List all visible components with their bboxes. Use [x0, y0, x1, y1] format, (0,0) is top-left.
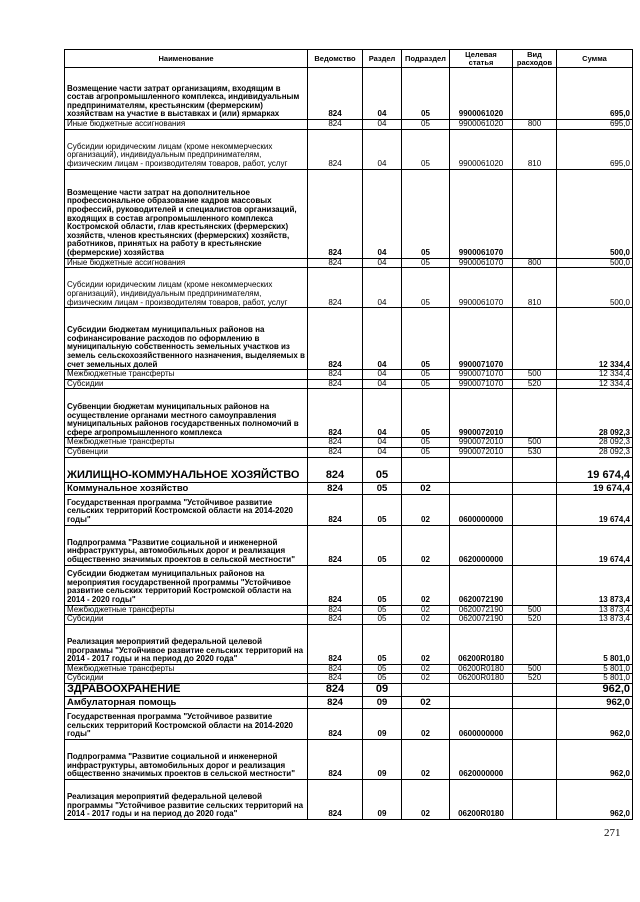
row-vedomstvo: 824: [308, 308, 363, 370]
row-vid-raskhodov: [513, 482, 557, 494]
row-name: Государственная программа "Устойчивое развитие сельских территорий Костромской области на 2014-2020 годы": [65, 708, 308, 739]
table-row: [65, 708, 633, 739]
row-razdel: 05: [363, 565, 402, 605]
row-razdel: 05: [363, 664, 402, 674]
row-vid-raskhodov: [513, 779, 557, 819]
row-vid-raskhodov: [513, 739, 557, 779]
row-razdel: 04: [363, 258, 402, 268]
row-name: Коммунальное хозяйство: [65, 482, 308, 494]
row-vedomstvo: 824: [308, 258, 363, 268]
row-podrazdel: 05: [402, 308, 450, 370]
table-row: [65, 565, 633, 605]
header-name: Наименование: [65, 50, 308, 68]
row-name: Межбюджетные трансферты: [65, 438, 308, 448]
row-name: Субсидии юридическим лицам (кроме некоммерческих организаций), индивидуальным предпринимателям, физическим лицам - производителям товаров, работ, услуг: [65, 268, 308, 308]
row-vid-raskhodov: 530: [513, 447, 557, 457]
table-row: [65, 258, 633, 268]
row-celevaya-statya: 06200R0180: [450, 624, 513, 664]
row-razdel: 05: [363, 615, 402, 625]
row-vid-raskhodov: [513, 525, 557, 565]
row-vid-raskhodov: [513, 494, 557, 525]
row-podrazdel: 05: [402, 268, 450, 308]
row-name: Субсидии: [65, 615, 308, 625]
row-vedomstvo: 824: [308, 708, 363, 739]
row-razdel: 04: [363, 389, 402, 438]
row-celevaya-statya: 06200R0180: [450, 664, 513, 674]
row-podrazdel: 05: [402, 447, 450, 457]
row-razdel: 04: [363, 120, 402, 130]
row-summa: 962,0: [557, 683, 633, 696]
row-vedomstvo: 824: [308, 605, 363, 615]
row-razdel: 04: [363, 268, 402, 308]
row-razdel: 05: [363, 624, 402, 664]
row-celevaya-statya: 9900071070: [450, 308, 513, 370]
row-podrazdel: 02: [402, 779, 450, 819]
table-row: [65, 615, 633, 625]
row-name: Субвенции: [65, 447, 308, 457]
row-razdel: 05: [363, 525, 402, 565]
table-row: [65, 68, 633, 120]
row-vid-raskhodov: 500: [513, 605, 557, 615]
row-vedomstvo: 824: [308, 494, 363, 525]
row-celevaya-statya: [450, 457, 513, 482]
row-razdel: 05: [363, 674, 402, 684]
table-row: [65, 674, 633, 684]
row-vedomstvo: 824: [308, 696, 363, 708]
row-podrazdel: 02: [402, 565, 450, 605]
row-vedomstvo: 824: [308, 68, 363, 120]
table-row: [65, 624, 633, 664]
row-name: Субсидии бюджетам муниципальных районов на мероприятия государственной программы "Устойчивое развитие сельских территорий Костромской области на 2014 - 2020 годы": [65, 565, 308, 605]
row-vedomstvo: 824: [308, 482, 363, 494]
row-celevaya-statya: 9900071070: [450, 379, 513, 389]
row-razdel: 09: [363, 708, 402, 739]
row-summa: 19 674,4: [557, 457, 633, 482]
row-name: Межбюджетные трансферты: [65, 370, 308, 380]
row-podrazdel: 02: [402, 494, 450, 525]
row-celevaya-statya: [450, 696, 513, 708]
row-razdel: 04: [363, 308, 402, 370]
table-row: [65, 779, 633, 819]
row-podrazdel: 05: [402, 438, 450, 448]
row-celevaya-statya: 9900061070: [450, 258, 513, 268]
table-row: [65, 683, 633, 696]
header-celevaya-statya: Целевая статья: [450, 50, 513, 68]
row-summa: 19 674,4: [557, 494, 633, 525]
row-razdel: 05: [363, 482, 402, 494]
header-razdel: Раздел: [363, 50, 402, 68]
row-summa: 28 092,3: [557, 438, 633, 448]
row-celevaya-statya: 0620072190: [450, 565, 513, 605]
table-row: [65, 457, 633, 482]
row-podrazdel: 02: [402, 674, 450, 684]
row-name: Иные бюджетные ассигнования: [65, 120, 308, 130]
table-row: [65, 664, 633, 674]
row-vedomstvo: 824: [308, 389, 363, 438]
table-header-row: [65, 50, 633, 68]
budget-table: [64, 49, 633, 820]
table-row: [65, 696, 633, 708]
table-row: [65, 308, 633, 370]
table-body: [65, 68, 633, 820]
row-vid-raskhodov: [513, 683, 557, 696]
row-celevaya-statya: 0620072190: [450, 605, 513, 615]
row-celevaya-statya: 0620072190: [450, 615, 513, 625]
row-celevaya-statya: [450, 683, 513, 696]
row-razdel: 09: [363, 683, 402, 696]
row-vid-raskhodov: [513, 696, 557, 708]
row-razdel: 04: [363, 68, 402, 120]
row-summa: 5 801,0: [557, 664, 633, 674]
row-celevaya-statya: 9900061070: [450, 169, 513, 258]
table-row: [65, 389, 633, 438]
row-summa: 28 092,3: [557, 447, 633, 457]
table-row: [65, 120, 633, 130]
row-vedomstvo: 824: [308, 447, 363, 457]
table-row: [65, 169, 633, 258]
row-celevaya-statya: 06200R0180: [450, 779, 513, 819]
row-podrazdel: 05: [402, 129, 450, 169]
row-summa: 19 674,4: [557, 482, 633, 494]
row-name: ЖИЛИЩНО-КОММУНАЛЬНОЕ ХОЗЯЙСТВО: [65, 457, 308, 482]
row-summa: 962,0: [557, 739, 633, 779]
row-name: Возмещение части затрат организациям, входящим в состав агропромышленного комплекса, индивидуальным предпринимателям, крестьянским (фермерским) хозяйствам на участие в выставках и (или) ярмарках: [65, 68, 308, 120]
row-vid-raskhodov: [513, 68, 557, 120]
budget-table-container: [64, 49, 632, 820]
row-vid-raskhodov: 520: [513, 615, 557, 625]
row-vid-raskhodov: 800: [513, 120, 557, 130]
row-summa: 962,0: [557, 696, 633, 708]
row-vedomstvo: 824: [308, 268, 363, 308]
row-vedomstvo: 824: [308, 779, 363, 819]
row-razdel: 09: [363, 739, 402, 779]
table-row: [65, 525, 633, 565]
row-podrazdel: 05: [402, 379, 450, 389]
row-name: Субвенции бюджетам муниципальных районов на осуществление органами местного самоуправления муниципальных районов государственных полномочий в сфере агропромышленного комплекса: [65, 389, 308, 438]
row-celevaya-statya: 0600000000: [450, 708, 513, 739]
row-summa: 13 873,4: [557, 615, 633, 625]
row-name: Государственная программа "Устойчивое развитие сельских территорий Костромской области на 2014-2020 годы": [65, 494, 308, 525]
row-celevaya-statya: 9900071070: [450, 370, 513, 380]
table-row: [65, 268, 633, 308]
row-name: Подпрограмма "Развитие социальной и инженерной инфраструктуры, автомобильных дорог и реализация общественно значимых проектов в сельской местности": [65, 739, 308, 779]
row-name: Субсидии: [65, 674, 308, 684]
row-podrazdel: 05: [402, 258, 450, 268]
row-celevaya-statya: 0620000000: [450, 525, 513, 565]
row-vedomstvo: 824: [308, 438, 363, 448]
row-vid-raskhodov: [513, 624, 557, 664]
row-name: Амбулаторная помощь: [65, 696, 308, 708]
row-summa: 500,0: [557, 258, 633, 268]
row-vid-raskhodov: 500: [513, 438, 557, 448]
row-summa: 695,0: [557, 68, 633, 120]
row-summa: 13 873,4: [557, 565, 633, 605]
header-podrazdel: Подраздел: [402, 50, 450, 68]
row-podrazdel: 02: [402, 605, 450, 615]
row-celevaya-statya: 9900061020: [450, 120, 513, 130]
row-vedomstvo: 824: [308, 129, 363, 169]
table-row: [65, 447, 633, 457]
row-name: Субсидии бюджетам муниципальных районов на софинансирование расходов по оформлению в муниципальную собственность земельных участков из земель сельскохозяйственного назначения, выделяемых в счет земельных долей: [65, 308, 308, 370]
page-number: 271: [604, 827, 621, 839]
row-summa: 5 801,0: [557, 674, 633, 684]
row-vedomstvo: 824: [308, 120, 363, 130]
row-vid-raskhodov: [513, 389, 557, 438]
row-name: Межбюджетные трансферты: [65, 664, 308, 674]
row-vedomstvo: 824: [308, 664, 363, 674]
row-vedomstvo: 824: [308, 565, 363, 605]
row-podrazdel: 02: [402, 708, 450, 739]
row-summa: 13 873,4: [557, 605, 633, 615]
row-vedomstvo: 824: [308, 379, 363, 389]
row-vedomstvo: 824: [308, 370, 363, 380]
row-vedomstvo: 824: [308, 674, 363, 684]
row-podrazdel: 02: [402, 615, 450, 625]
row-razdel: 04: [363, 129, 402, 169]
row-summa: 12 334,4: [557, 308, 633, 370]
row-celevaya-statya: 9900072010: [450, 447, 513, 457]
row-celevaya-statya: 06200R0180: [450, 674, 513, 684]
row-summa: 12 334,4: [557, 370, 633, 380]
table-row: [65, 739, 633, 779]
row-podrazdel: 02: [402, 624, 450, 664]
row-celevaya-statya: 0620000000: [450, 739, 513, 779]
row-summa: 695,0: [557, 129, 633, 169]
row-vedomstvo: 824: [308, 457, 363, 482]
row-name: Возмещение части затрат на дополнительное профессиональное образование кадров массовых профессий, руководителей и специалистов организаций, входящих в состав агропромышленного комплекса Костромской области, глав крестьянских (фермерских) хозяйств, членов крестьянских (фермерских) хозяйств, работников, принятых на работу в крестьянские (фермерские) хозяйства: [65, 169, 308, 258]
row-vedomstvo: 824: [308, 525, 363, 565]
table-row: [65, 379, 633, 389]
row-summa: 5 801,0: [557, 624, 633, 664]
row-celevaya-statya: 9900061020: [450, 68, 513, 120]
row-podrazdel: 05: [402, 169, 450, 258]
row-podrazdel: 02: [402, 482, 450, 494]
table-row: [65, 438, 633, 448]
row-razdel: 05: [363, 605, 402, 615]
row-podrazdel: 02: [402, 525, 450, 565]
row-vid-raskhodov: [513, 708, 557, 739]
row-name: Иные бюджетные ассигнования: [65, 258, 308, 268]
row-vedomstvo: 824: [308, 739, 363, 779]
row-razdel: 09: [363, 779, 402, 819]
row-razdel: 04: [363, 379, 402, 389]
row-summa: 500,0: [557, 169, 633, 258]
row-podrazdel: 05: [402, 120, 450, 130]
row-razdel: 04: [363, 438, 402, 448]
row-podrazdel: [402, 683, 450, 696]
row-celevaya-statya: 0600000000: [450, 494, 513, 525]
row-razdel: 05: [363, 494, 402, 525]
header-vid-raskhodov: Вид расходов: [513, 50, 557, 68]
row-name: Реализация мероприятий федеральной целевой программы "Устойчивое развитие сельских территорий на 2014 - 2017 годы и на период до 2020 года": [65, 779, 308, 819]
row-celevaya-statya: [450, 482, 513, 494]
row-summa: 12 334,4: [557, 379, 633, 389]
row-podrazdel: [402, 457, 450, 482]
table-row: [65, 494, 633, 525]
row-podrazdel: 05: [402, 68, 450, 120]
table-row: [65, 482, 633, 494]
table-row: [65, 370, 633, 380]
row-vedomstvo: 824: [308, 624, 363, 664]
row-summa: 28 092,3: [557, 389, 633, 438]
row-vedomstvo: 824: [308, 169, 363, 258]
row-vid-raskhodov: 500: [513, 664, 557, 674]
row-vid-raskhodov: [513, 565, 557, 605]
row-name: Межбюджетные трансферты: [65, 605, 308, 615]
row-celevaya-statya: 9900072010: [450, 438, 513, 448]
row-podrazdel: 05: [402, 389, 450, 438]
row-summa: 695,0: [557, 120, 633, 130]
row-podrazdel: 05: [402, 370, 450, 380]
row-vid-raskhodov: [513, 308, 557, 370]
row-podrazdel: 02: [402, 696, 450, 708]
row-summa: 500,0: [557, 268, 633, 308]
row-celevaya-statya: 9900061020: [450, 129, 513, 169]
row-vedomstvo: 824: [308, 615, 363, 625]
row-razdel: 09: [363, 696, 402, 708]
row-summa: 962,0: [557, 779, 633, 819]
row-razdel: 04: [363, 447, 402, 457]
row-vedomstvo: 824: [308, 683, 363, 696]
row-name: Подпрограмма "Развитие социальной и инженерной инфраструктуры, автомобильных дорог и реализация общественно значимых проектов в сельской местности": [65, 525, 308, 565]
row-vid-raskhodov: 800: [513, 258, 557, 268]
row-celevaya-statya: 9900072010: [450, 389, 513, 438]
table-row: [65, 605, 633, 615]
row-razdel: 04: [363, 169, 402, 258]
row-podrazdel: 02: [402, 739, 450, 779]
row-summa: 19 674,4: [557, 525, 633, 565]
header-summa: Сумма: [557, 50, 633, 68]
row-summa: 962,0: [557, 708, 633, 739]
row-vid-raskhodov: 500: [513, 370, 557, 380]
row-razdel: 04: [363, 370, 402, 380]
row-celevaya-statya: 9900061070: [450, 268, 513, 308]
row-razdel: 05: [363, 457, 402, 482]
row-podrazdel: 02: [402, 664, 450, 674]
row-vid-raskhodov: [513, 169, 557, 258]
row-name: Субсидии: [65, 379, 308, 389]
row-vid-raskhodov: [513, 457, 557, 482]
table-row: [65, 129, 633, 169]
row-vid-raskhodov: 810: [513, 129, 557, 169]
row-name: ЗДРАВООХРАНЕНИЕ: [65, 683, 308, 696]
row-vid-raskhodov: 520: [513, 674, 557, 684]
row-name: Субсидии юридическим лицам (кроме некоммерческих организаций), индивидуальным предпринимателям, физическим лицам - производителям товаров, работ, услуг: [65, 129, 308, 169]
row-vid-raskhodov: 810: [513, 268, 557, 308]
header-vedomstvo: Ведомство: [308, 50, 363, 68]
row-vid-raskhodov: 520: [513, 379, 557, 389]
row-name: Реализация мероприятий федеральной целевой программы "Устойчивое развитие сельских территорий на 2014 - 2017 годы и на период до 2020 года": [65, 624, 308, 664]
